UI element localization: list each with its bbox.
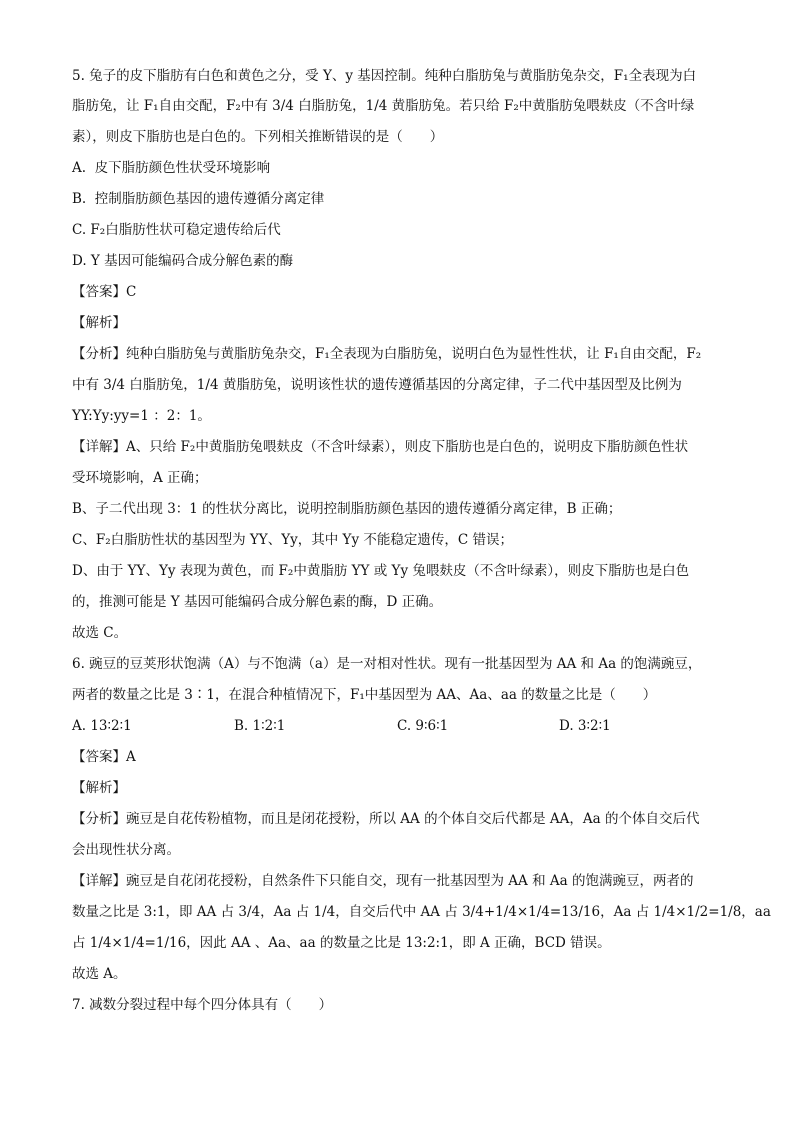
q5-detail-line-4: C、F₂白脂肪性状的基因型为 YY、Yy，其中 Yy 不能稳定遗传，C 错误； bbox=[72, 532, 514, 548]
q6-detail-line-3: 占 1/4×1/4=1/16，因此 AA 、Aa、aa 的数量之比是 13:2:1，即 A 正确，BCD 错误。 bbox=[72, 935, 611, 951]
q5-stem-line-2: 脂肪兔，让 F₁自由交配，F₂中有 3/4 白脂肪兔，1/4 黄脂肪兔。若只给 F₂中黄脂肪兔喂麸皮（不含叶绿 bbox=[72, 98, 695, 114]
q6-option-a: A. 13∶2∶1 bbox=[72, 718, 132, 734]
q6-detail-line-1: 【详解】豌豆是自花闭花授粉，自然条件下只能自交，现有一批基因型为 AA 和 Aa 的饱满豌豆，两者的 bbox=[72, 873, 694, 889]
q5-option-c: C. F₂白脂肪性状可稳定遗传给后代 bbox=[72, 222, 281, 238]
q5-detail-line-6: 的，推测可能是 Y 基因可能编码合成分解色素的酶，D 正确。 bbox=[72, 594, 443, 610]
q5-detail-line-3: B、子二代出现 3：1 的性状分离比，说明控制脂肪颜色基因的遗传遵循分离定律，B 正确； bbox=[72, 501, 622, 517]
q7-stem: 7. 减数分裂过程中每个四分体具有（ ） bbox=[72, 997, 333, 1013]
q5-stem-line-1: 5. 兔子的皮下脂肪有白色和黄色之分，受 Y、y 基因控制。纯种白脂肪兔与黄脂肪兔杂交，F₁全表现为白 bbox=[72, 68, 697, 84]
q6-option-c: C. 9∶6∶1 bbox=[397, 718, 449, 734]
q5-stem-line-3: 素），则皮下脂肪也是白色的。下列相关推断错误的是（ ） bbox=[72, 129, 444, 145]
q6-analysis-line-2: 会出现性状分离。 bbox=[72, 842, 180, 858]
q6-option-d: D. 3∶2∶1 bbox=[559, 718, 611, 734]
q6-stem-line-1: 6. 豌豆的豆荚形状饱满（A）与不饱满（a）是一对相对性状。现有一批基因型为 AA 和 Aa 的饱满豌豆， bbox=[72, 656, 702, 672]
q5-answer: 【答案】C bbox=[72, 284, 137, 300]
q6-option-b: B. 1∶2∶1 bbox=[234, 718, 286, 734]
q5-option-b: B. 控制脂肪颜色基因的遗传遵循分离定律 bbox=[72, 191, 325, 207]
q5-analysis-line-3: YY:Yy:yy=1 ：2：1。 bbox=[72, 408, 211, 424]
q5-analysis-line-2: 中有 3/4 白脂肪兔，1/4 黄脂肪兔，说明该性状的遗传遵循基因的分离定律，子二代中基因型及比例为 bbox=[72, 377, 682, 393]
q6-stem-line-2: 两者的数量之比是 3∶1，在混合种植情况下，F₁中基因型为 AA、Aa、aa 的数量之比是（ ） bbox=[72, 687, 657, 703]
q5-jiexi-heading: 【解析】 bbox=[72, 315, 126, 331]
q6-detail-line-2: 数量之比是 3:1，即 AA 占 3/4，Aa 占 1/4，自交后代中 AA 占 3/4+1/4×1/4=13/16，Aa 占 1/4×1/2=1/8，aa bbox=[72, 904, 771, 920]
q5-option-a: A. 皮下脂肪颜色性状受环境影响 bbox=[72, 160, 271, 176]
q6-conclusion: 故选 A。 bbox=[72, 966, 127, 982]
q5-detail-line-2: 受环境影响，A 正确； bbox=[72, 470, 208, 486]
q5-detail-line-5: D、由于 YY、Yy 表现为黄色，而 F₂中黄脂肪 YY 或 Yy 兔喂麸皮（不含叶绿素），则皮下脂肪也是白色 bbox=[72, 563, 690, 579]
q6-answer: 【答案】A bbox=[72, 749, 136, 765]
q6-jiexi-heading: 【解析】 bbox=[72, 780, 126, 796]
q6-options-row bbox=[72, 716, 722, 736]
q5-detail-line-1: 【详解】A、只给 F₂中黄脂肪兔喂麸皮（不含叶绿素），则皮下脂肪也是白色的，说明皮下脂肪颜色性状 bbox=[72, 439, 689, 455]
q5-option-d: D. Y 基因可能编码合成分解色素的酶 bbox=[72, 253, 294, 269]
q6-analysis-line-1: 【分析】豌豆是自花传粉植物，而且是闭花授粉，所以 AA 的个体自交后代都是 AA，Aa 的个体自交后代 bbox=[72, 811, 700, 827]
q5-conclusion: 故选 C。 bbox=[72, 625, 128, 641]
q5-analysis-line-1: 【分析】纯种白脂肪兔与黄脂肪兔杂交，F₁全表现为白脂肪兔，说明白色为显性性状，让 F₁自由交配，F₂ bbox=[72, 346, 702, 362]
